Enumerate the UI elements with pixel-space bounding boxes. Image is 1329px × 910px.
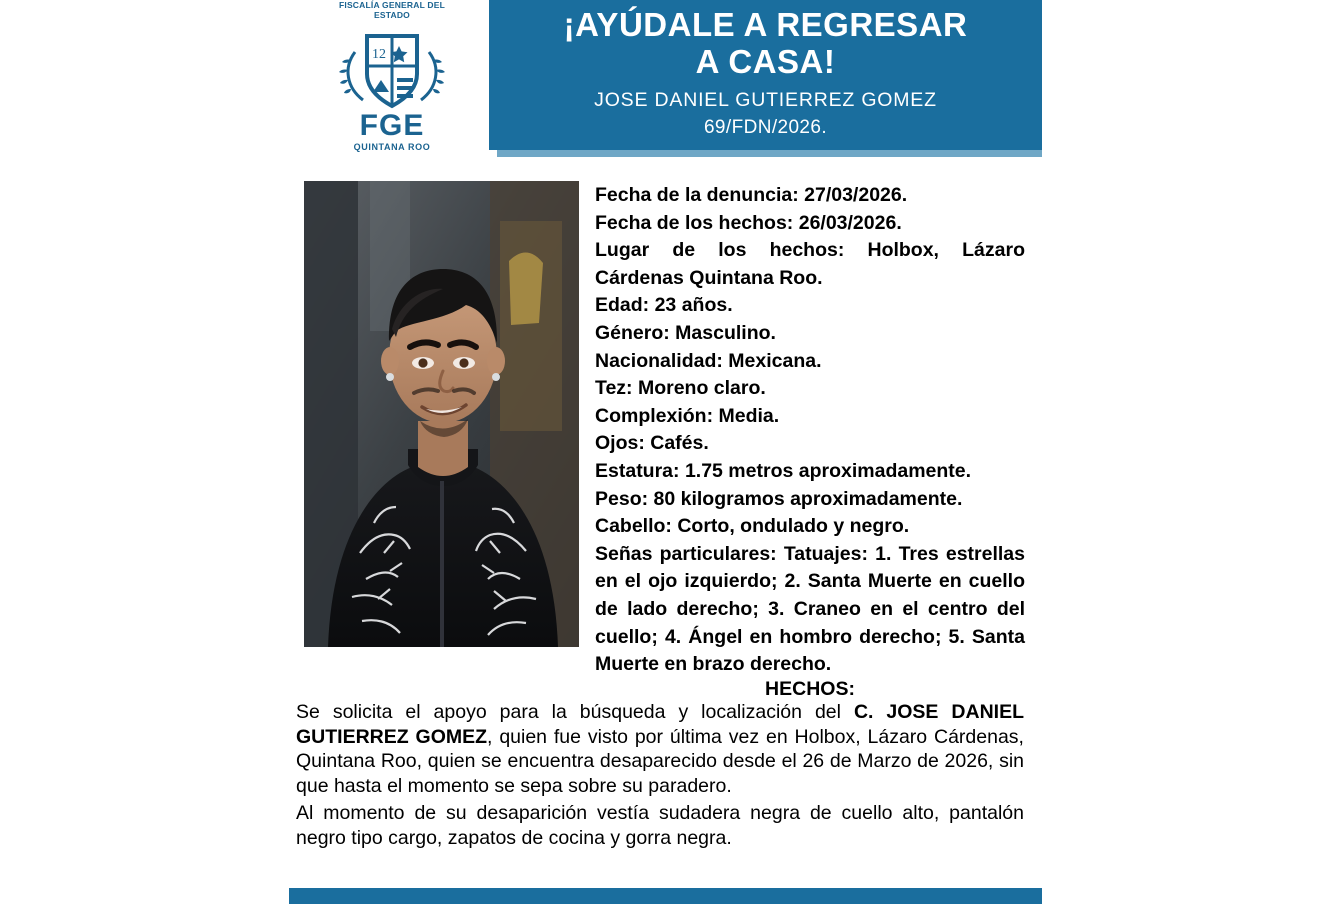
header-banner <box>489 0 1042 150</box>
case-paragraph-1 <box>296 700 1024 798</box>
banner-title-line2: A CASA! <box>695 43 836 80</box>
detail-nationality: Nacionalidad: Mexicana. <box>595 349 822 372</box>
poster-header <box>0 0 1329 160</box>
person-photo <box>304 181 579 647</box>
detail-skin: Tez: Moreno claro. <box>595 377 766 400</box>
detail-event-date: Fecha de los hechos: 26/03/2026. <box>595 211 902 234</box>
person-details-list <box>595 182 1025 679</box>
detail-weight: Peso: 80 kilogramos aproximadamente. <box>595 487 963 510</box>
case-paragraph-1-pre: Se solicita el apoyo para la búsqueda y localización del <box>296 701 854 723</box>
banner-case-folio: 69/FDN/2026. <box>703 117 828 138</box>
detail-event-place: Lugar de los hechos: Holbox, Lázaro Cárdenas Quintana Roo. <box>595 239 1025 289</box>
logo-state-name: QUINTANA ROO <box>353 142 431 152</box>
detail-age: Edad: 23 años. <box>595 294 733 317</box>
case-paragraph-1-post: , quien fue visto por última vez en Holbox, Lázaro Cárdenas, Quintana Roo, quien se encuentra desaparecido desde el 26 de Marzo de 2026, sin que hasta el momento se sepa sobre su paradero. <box>296 725 1024 797</box>
svg-text:12: 12 <box>372 47 386 62</box>
detail-report-date: Fecha de la denuncia: 27/03/2026. <box>595 184 908 206</box>
detail-build: Complexión: Media. <box>595 404 780 427</box>
logo-acronym: FGE <box>359 109 425 142</box>
hechos-heading: HECHOS: <box>765 678 855 700</box>
detail-hair: Cabello: Corto, ondulado y negro. <box>595 515 910 538</box>
banner-title-line1: ¡AYÚDALE A REGRESAR <box>563 6 968 43</box>
case-person-name-bold: C. JOSE DANIEL GUTIERREZ GOMEZ <box>296 701 1024 748</box>
fge-emblem-icon <box>337 22 447 114</box>
case-description <box>296 700 1024 850</box>
fge-logo <box>322 0 462 152</box>
case-paragraph-2: Al momento de su desaparición vestía sudadera negra de cuello alto, pantalón negro tipo cargo, zapatos de cocina y gorra negra. <box>296 802 1024 849</box>
detail-distinguishing-marks: Señas particulares: Tatuajes: 1. Tres estrellas en el ojo izquierdo; 2. Santa Muerte en cuello de lado derecho; 3. Craneo en el centro del cuello; 4. Ángel en hombro derecho; 5. Santa Muerte en brazo derecho. <box>595 542 1025 676</box>
logo-institution-name: FISCALÍA GENERAL DEL ESTADO <box>338 0 445 20</box>
banner-person-name: JOSE DANIEL GUTIERREZ GOMEZ <box>594 89 937 111</box>
detail-gender: Género: Masculino. <box>595 321 776 344</box>
detail-height: Estatura: 1.75 metros aproximadamente. <box>595 459 972 482</box>
banner-shadow-bar <box>497 150 1042 157</box>
detail-eyes: Ojos: Cafés. <box>595 432 709 455</box>
footer-bar <box>289 888 1042 904</box>
